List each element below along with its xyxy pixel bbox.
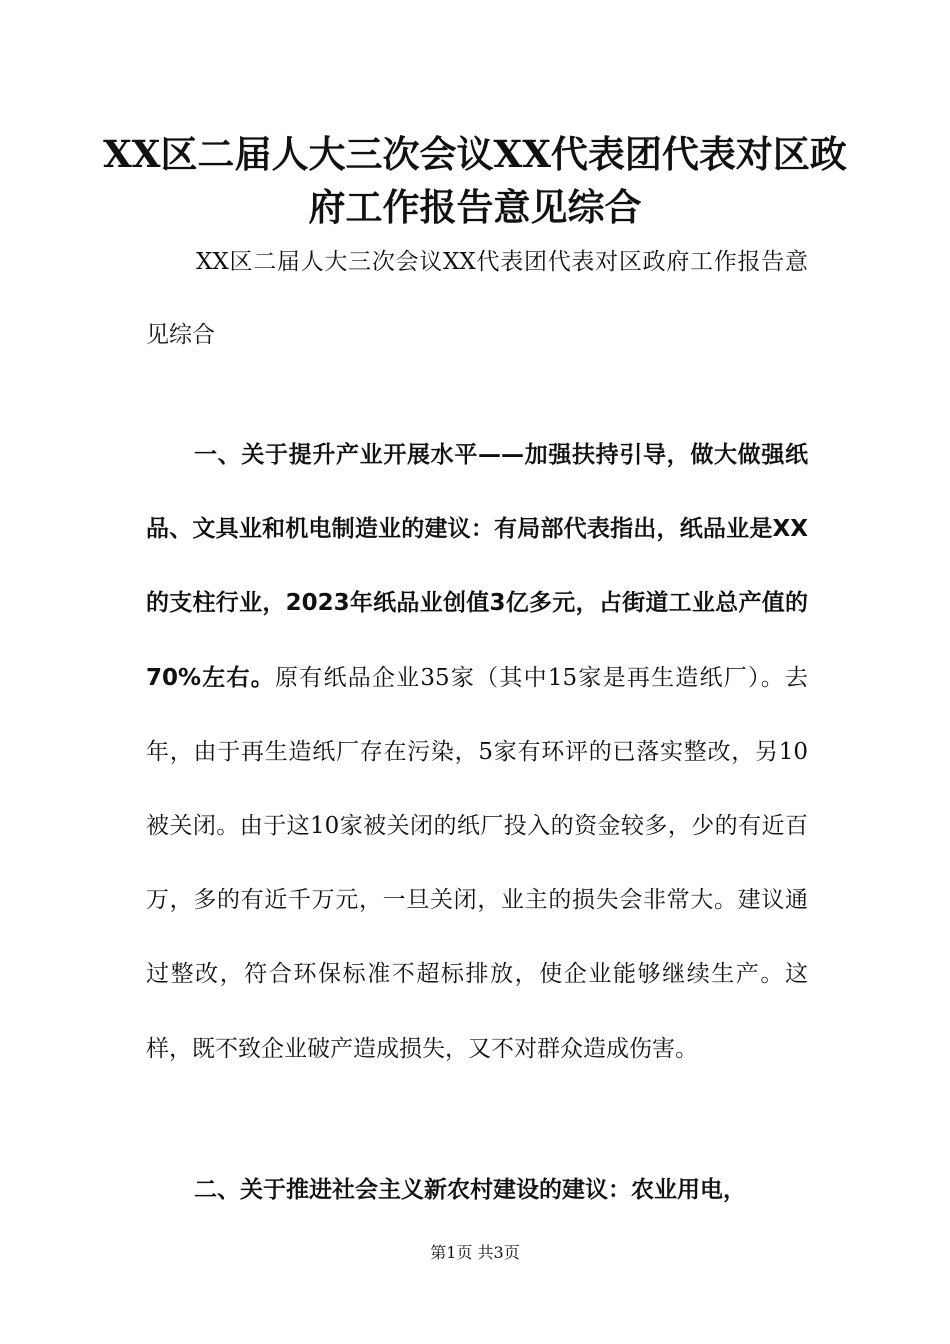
section-1-body: 原有纸品企业35家（其中15家是再生造纸厂）。去年，由于再生造纸厂存在污染，5家有环评的已落实整改，另10被关闭。由于这10家被关闭的纸厂投入的资金较多，少的有近百万，多的有近千万元，一旦关闭，业主的损失会非常大。建议通过整改，符合环保标准不超标排放，使企业能够继续生产。这样，既不致企业破产造成损失，又不对群众造成伤害。 <box>146 664 808 1062</box>
page-number-footer: 第1页 共3页 <box>430 1243 520 1262</box>
section-2-lead: 二、关于推进社会主义新农村建设的建议：农业用电， <box>194 1177 746 1203</box>
document-title: XX区二届人大三次会议XX代表团代表对区政府工作报告意见综合 <box>103 132 847 229</box>
document-subtitle: XX区二届人大三次会议XX代表团代表对区政府工作报告意见综合 <box>146 249 808 348</box>
section-1-lead: 一、关于提升产业开展水平——加强扶持引导，做大做强纸品、文具业和机电制造业的建议：有局部代表指出，纸品业是XX的支柱行业，2023年纸品业创值3亿多元，占街道工业总产值的70%左右。 <box>146 442 808 691</box>
section-1-paragraph <box>146 418 808 1086</box>
